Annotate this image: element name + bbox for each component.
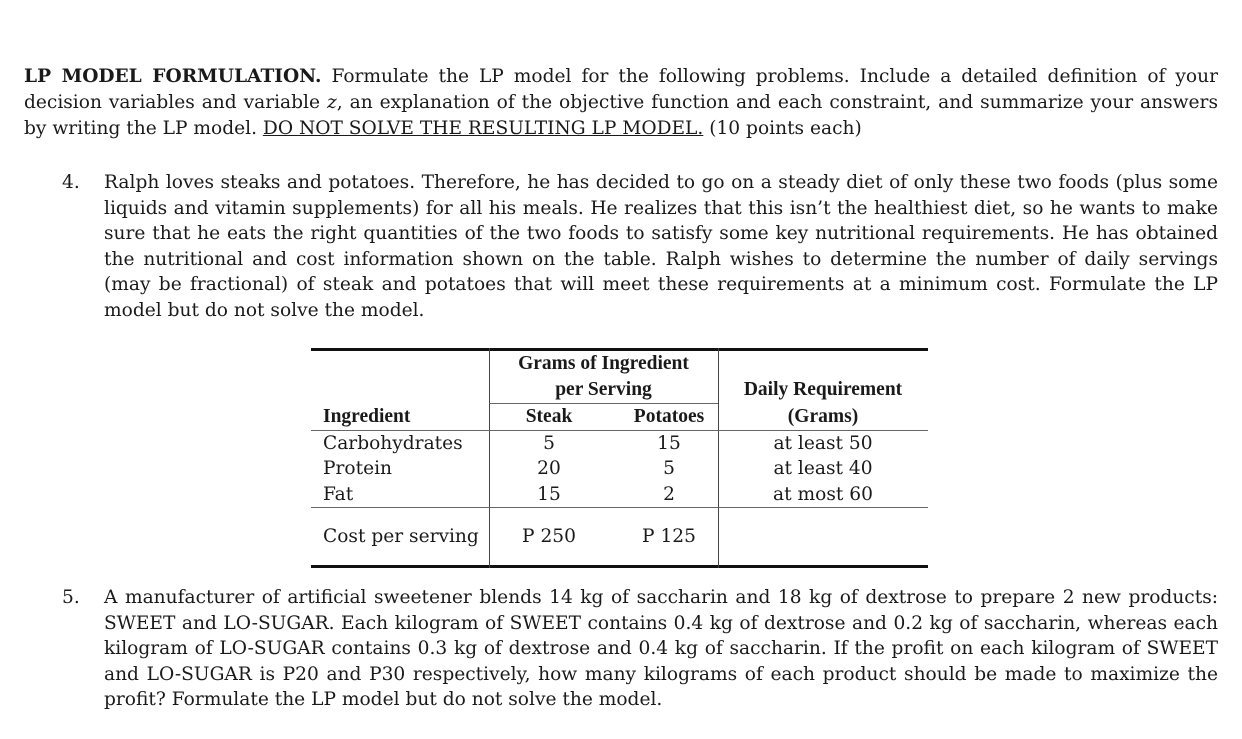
document-page	[24, 64, 1218, 713]
group-header-line1: Grams of Ingredient	[518, 353, 689, 374]
row-protein-steak: 20	[537, 458, 561, 479]
intro-underlined-instruction: DO NOT SOLVE THE RESULTING LP MODEL.	[262, 118, 704, 139]
row-carbohydrates-potatoes: 15	[657, 433, 681, 454]
row-fat-ingredient: Fat	[323, 484, 354, 505]
problem-5-text: A manufacturer of artificial sweetener blends 14 kg of saccharin and 18 kg of dextrose to prepare 2 new products: SWEET and LO-SUGAR. Each kilogram of SWEET contains 0.4 kg of dextrose and 0.2 kg of saccharin, whereas each kilogram of LO-SUGAR contains 0.3 kg of dextrose and 0.4 kg of saccharin. If the profit on each kilogram of SWEET and LO-SUGAR is P20 and P30 respectively, how many kilograms of each product should be made to maximize the profit? Formulate the LP model but do not solve the model.	[104, 587, 1218, 710]
group-header-line2: per Serving	[555, 379, 652, 400]
cost-potatoes: P 125	[642, 526, 696, 547]
col-header-requirement-line1: Daily Requirement	[743, 379, 903, 400]
intro-points: (10 points each)	[703, 118, 862, 139]
col-header-steak: Steak	[525, 406, 573, 427]
problem-4-number: 4.	[62, 172, 80, 193]
problem-5	[24, 585, 1218, 713]
cost-steak: P 250	[522, 526, 576, 547]
intro-variable-z: z	[326, 92, 337, 113]
intro-text-1: Formulate the LP model for the following problems. Include a detailed definition of your decision variables and variable	[24, 66, 1218, 113]
problem-4	[24, 170, 1218, 323]
row-fat-steak: 15	[537, 484, 561, 505]
problem-5-number: 5.	[62, 587, 80, 608]
row-protein-ingredient: Protein	[323, 458, 392, 479]
cost-rule	[311, 507, 928, 508]
problem-4-text: Ralph loves steaks and potatoes. Therefore, he has decided to go on a steady diet of only these two foods (plus some liquids and vitamin supplements) for all his meals. He realizes that this isn’t the healthiest diet, so he wants to make sure that he eats the right quantities of the two foods to satisfy some key nutritional requirements. He has obtained the nutritional and cost information shown on the table. Ralph wishes to determine the number of daily servings (may be fractional) of steak and potatoes that will meet these requirements at a minimum cost. Formulate the LP model but do not solve the model.	[104, 172, 1218, 321]
row-carbohydrates-ingredient: Carbohydrates	[323, 433, 463, 454]
cost-label: Cost per serving	[323, 526, 479, 547]
col-header-ingredient: Ingredient	[323, 406, 411, 427]
intro-heading: LP MODEL FORMULATION.	[24, 66, 322, 87]
nutrition-table	[311, 348, 928, 568]
row-carbohydrates-requirement: at least 50	[773, 433, 873, 454]
col-header-requirement-line2: (Grams)	[787, 406, 859, 427]
row-protein-potatoes: 5	[663, 458, 675, 479]
intro-paragraph	[24, 64, 1218, 142]
row-fat-potatoes: 2	[663, 484, 675, 505]
row-protein-requirement: at least 40	[773, 458, 873, 479]
col-header-potatoes: Potatoes	[633, 406, 705, 427]
intro-text-2: , an explanation of the objective function and each constraint, and summarize your answers by writing the LP model.	[24, 92, 1218, 139]
row-fat-requirement: at most 60	[773, 484, 873, 505]
row-carbohydrates-steak: 5	[543, 433, 555, 454]
